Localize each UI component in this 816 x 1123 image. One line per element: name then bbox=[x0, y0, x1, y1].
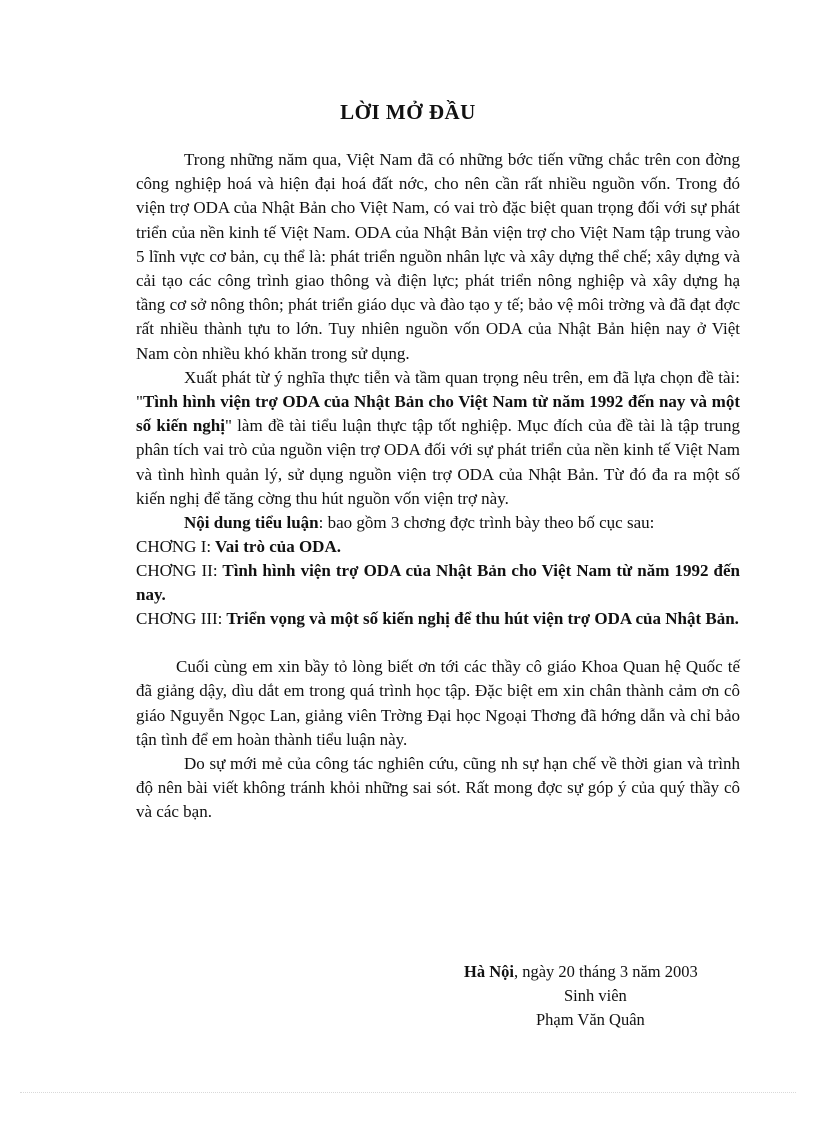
topic-title: Tình hình viện trợ ODA của Nhật Bản cho Việt Nam từ năm 1992 đến nay và một số kiến nghị bbox=[136, 392, 740, 436]
thanks-paragraph: Cuối cùng em xin bầy tỏ lòng biết ơn tới các thầy cô giáo Khoa Quan hệ Quốc tế đã giảng dậy, dìu dắt em trong quá trình học tập. Đặc biệt em xin chân thành cảm ơn cô giáo Nguyễn Ngọc Lan, giảng viên Trờng Đại học Ngoại Thơng đã hớng dẫn và chỉ bảo tận tình để em hoàn thành tiểu luận này. bbox=[136, 657, 740, 749]
content-label: Nội dung tiểu luận bbox=[184, 513, 319, 533]
page-bottom-divider bbox=[20, 1092, 796, 1093]
topic-purpose-text: " làm đề tài tiểu luận thực tập tốt nghiệp. Mục đích của đề tài là tập trung phân tích vai trò của nguồn viện trợ ODA đối với sự phát triển của nền kinh tế Việt Nam và tình hình quản lý, sử dụng nguồn viện trợ ODA của Nhật Bản. Từ đó đa ra một số kiến nghị để tăng cờng thu hút nguồn vốn viện trợ này. bbox=[136, 416, 740, 508]
page-title: LỜI MỞ ĐẦU bbox=[340, 100, 476, 124]
chapter-label: CHƠNG III: bbox=[136, 609, 223, 629]
signature-place: Hà Nội bbox=[464, 962, 514, 981]
chapter-3 bbox=[136, 607, 740, 631]
chapter-title: Vai trò của ODA. bbox=[215, 537, 341, 557]
signature-date: , ngày 20 tháng 3 năm 2003 bbox=[513, 962, 698, 981]
closing-paragraph: Do sự mới mẻ của công tác nghiên cứu, cũng nh sự hạn chế về thời gian và trình độ nên bài viết không tránh khỏi những sai sót. Rất mong đợc sự góp ý của quý thầy cô và các bạn. bbox=[136, 754, 740, 822]
signature-role: Sinh viên bbox=[564, 986, 627, 1005]
chapter-label: CHƠNG II: bbox=[136, 561, 218, 581]
topic-paragraph bbox=[136, 366, 740, 511]
chapter-2 bbox=[136, 559, 740, 607]
chapter-title: Tình hình viện trợ ODA của Nhật Bản cho Việt Nam từ năm 1992 đến nay. bbox=[136, 561, 740, 605]
signature-date-line bbox=[440, 960, 760, 984]
section-spacer bbox=[136, 631, 740, 655]
topic-intro-text: Xuất phát từ ý nghĩa thực tiễn và tầm quan trọng nêu trên, em đã lựa chọn đề tài: " bbox=[136, 367, 740, 412]
content-paragraph bbox=[136, 511, 740, 535]
content-text: : bao gồm 3 chơng đợc trình bày theo bố cục sau: bbox=[318, 513, 655, 533]
chapter-title: Triển vọng và một số kiến nghị để thu hút viện trợ ODA của Nhật Bản. bbox=[226, 609, 739, 629]
signature-name: Phạm Văn Quân bbox=[536, 1010, 645, 1029]
signature-block bbox=[440, 960, 760, 1032]
document-body bbox=[136, 148, 740, 825]
intro-paragraph: Trong những năm qua, Việt Nam đã có những bớc tiến vững chắc trên con đờng công nghiệp hoá và hiện đại hoá đất nớc, cho nên cần rất nhiều nguồn vốn. Trong đó viện trợ ODA của Nhật Bản cho Việt Nam, có vai trò đặc biệt quan trọng đối với sự phát triển của nền kinh tế Việt Nam. ODA của Nhật Bản viện trợ cho Việt Nam tập trung vào 5 lĩnh vực cơ bản, cụ thể là: phát triển nguồn nhân lực và xây dựng thể chế; xây dựng và cải tạo các công trình giao thông và điện lực; phát triển nông nghiệp và xây dựng hạ tầng cơ sở nông thôn; phát triển giáo dục và đào tạo y tế; bảo vệ môi trờng và đã đạt đợc rất nhiều thành tựu to lớn. Tuy nhiên nguồn vốn ODA của Nhật Bản hiện nay ở Việt Nam còn nhiều khó khăn trong sử dụng. bbox=[136, 150, 740, 363]
chapter-1 bbox=[136, 535, 740, 559]
chapter-label: CHƠNG I: bbox=[136, 537, 212, 557]
